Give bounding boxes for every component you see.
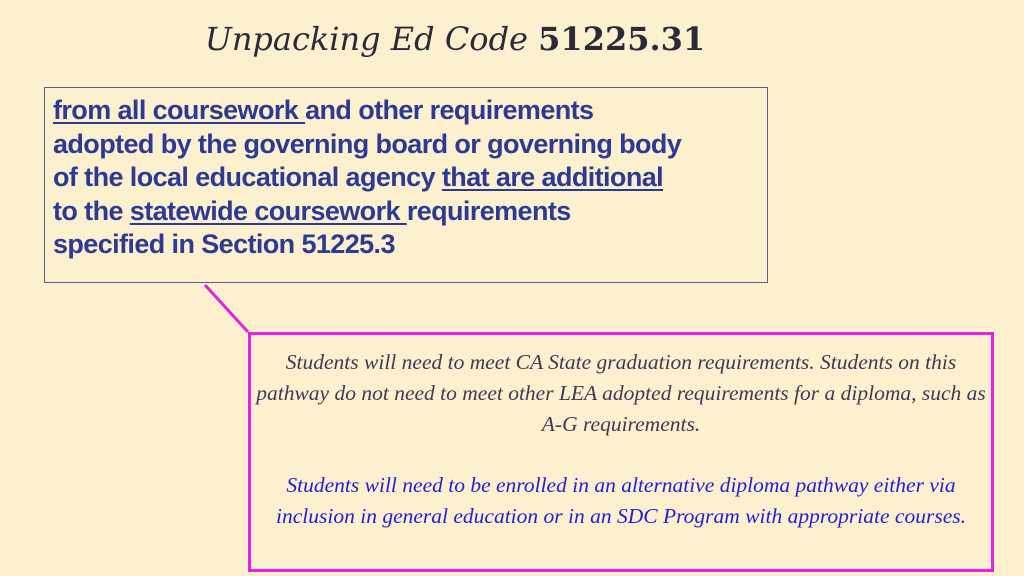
quote-underlined-phrase: from all coursework <box>53 95 306 125</box>
quote-text-segment: specified in Section 51225.3 <box>53 229 395 259</box>
explanation-paragraph-requirements: Students will need to meet CA State graduation requirements. Students on this pathway do not need to meet other LEA adopted requirements for a diploma, such as A-G requirements. <box>256 350 986 436</box>
page-title <box>0 20 910 58</box>
quote-underlined-phrase: statewide coursework <box>129 195 407 226</box>
quote-text-segment: requirements <box>406 195 571 226</box>
explanation-paragraph-enrollment: Students will need to be enrolled in an alternative diploma pathway either via inclusion in general education or in an SDC Program with appropriate courses. <box>276 473 966 528</box>
title-code-number: 51225.31 <box>538 20 706 58</box>
ed-code-quote-box <box>44 87 768 283</box>
quote-text-segment: adopted by the governing board or governing body <box>53 128 682 159</box>
quote-text-segment: to the <box>53 195 130 226</box>
title-text: Unpacking Ed Code <box>204 20 528 58</box>
explanation-callout-box <box>248 332 994 572</box>
quote-text-segment: of the local educational agency <box>53 162 442 192</box>
ed-code-quote-text <box>53 94 767 262</box>
quote-text-segment: and other requirements <box>305 95 594 125</box>
quote-underlined-phrase: that are additional <box>441 162 664 192</box>
